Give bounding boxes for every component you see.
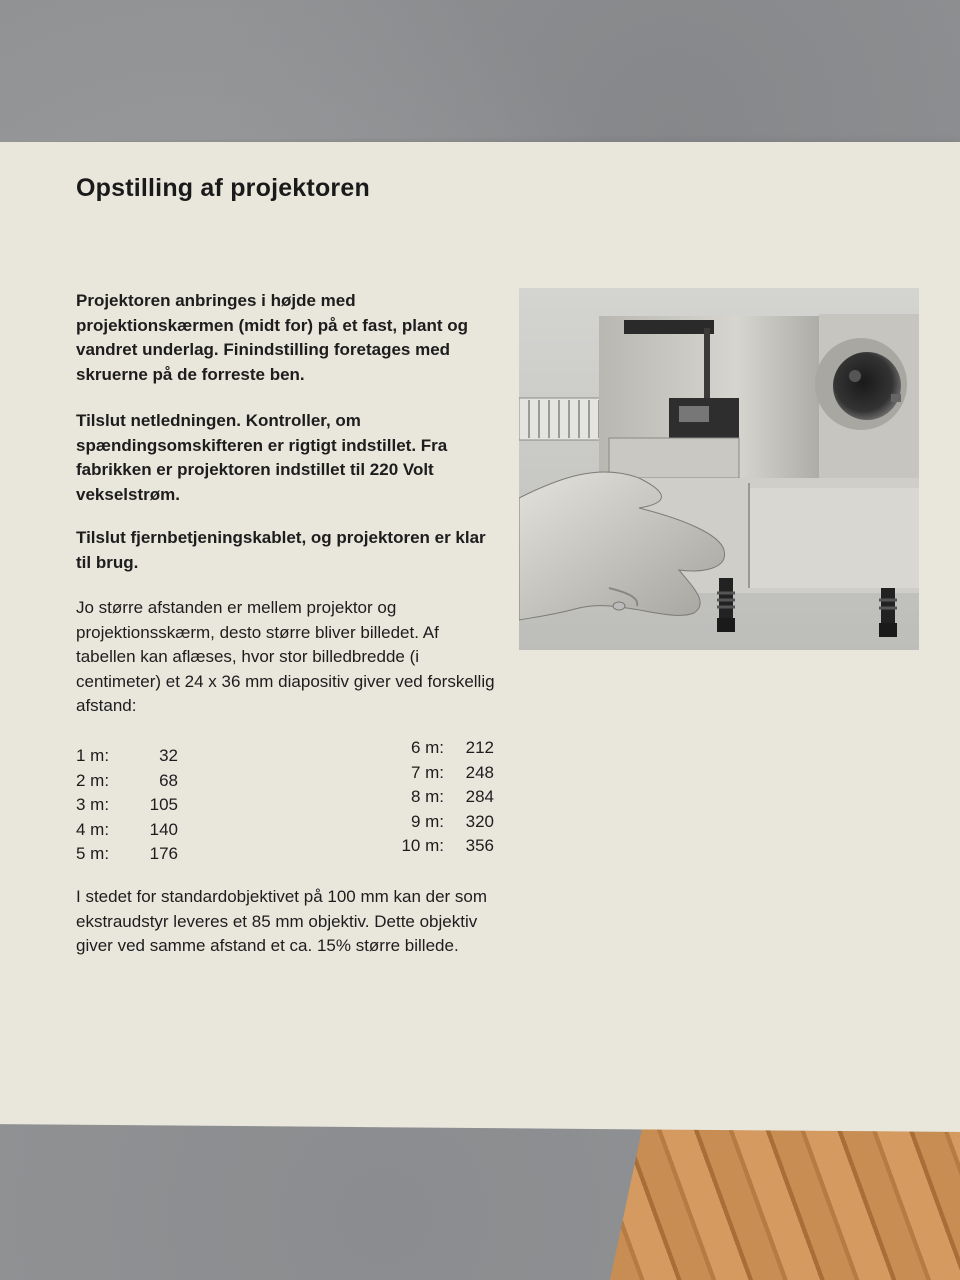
projector-photo [519,288,919,650]
table-distance: 10 m: [401,836,444,856]
table-width: 68 [159,770,178,790]
table-row [386,761,494,786]
table-row [76,818,178,843]
table-row [76,769,178,794]
table-width: 320 [465,811,494,831]
table-row [386,834,494,859]
table-distance: 5 m: [76,844,110,864]
page-title: Opstilling af projektoren [76,174,370,202]
paragraph-remote: Tilslut fjernbetjeningskablet, og projektoren er klar til brug. [76,528,486,572]
paragraph-distance-info: Jo større afstanden er mellem projektor og projektionsskærm, desto større bliver billedet. Af tabellen kan aflæses, hvor stor billedbredde (i centimeter) et 24 x 36 mm diapositiv giver ved forskellig afstand: [76,598,495,715]
projector-illustration [519,288,919,650]
table-row [386,785,494,810]
table-distance: 8 m: [410,787,444,807]
paragraph-lens-option: I stedet for standardobjektivet på 100 mm kan der som ekstraudstyr leveres et 85 mm objektiv. Dette objektiv giver ved samme afstand et ca. 15% større billede. [76,887,488,955]
table-distance: 4 m: [76,819,110,839]
table-row [76,842,178,867]
table-row [386,736,494,761]
table-distance: 3 m: [76,795,110,815]
table-width: 32 [159,746,178,765]
paragraph-power: Tilslut netledningen. Kontroller, om spændingsomskifteren er rigtigt indstillet. Fra fabrikken er projektoren indstillet til 220 Volt vekselstrøm. [76,411,448,504]
table-width: 176 [149,844,178,864]
table-width: 140 [149,819,178,839]
table-distance: 7 m: [410,762,444,782]
table-distance: 1 m: [76,746,110,765]
table-width: 105 [149,795,178,815]
table-row [386,810,494,835]
distance-table-left [76,744,178,867]
table-width: 284 [465,787,494,807]
table-row [76,793,178,818]
distance-table-right [386,736,494,859]
wood-floor [610,1115,960,1280]
table-distance: 6 m: [410,738,444,757]
table-width: 212 [465,738,494,757]
table-distance: 2 m: [76,770,110,790]
table-width: 356 [465,836,494,856]
table-width: 248 [465,762,494,782]
paragraph-placement: Projektoren anbringes i højde med projektionskærmen (midt for) på et fast, plant og vandret underlag. Finindstilling foretages med skruerne på de forreste ben. [76,291,468,384]
table-row [76,744,178,769]
table-distance: 9 m: [410,811,444,831]
